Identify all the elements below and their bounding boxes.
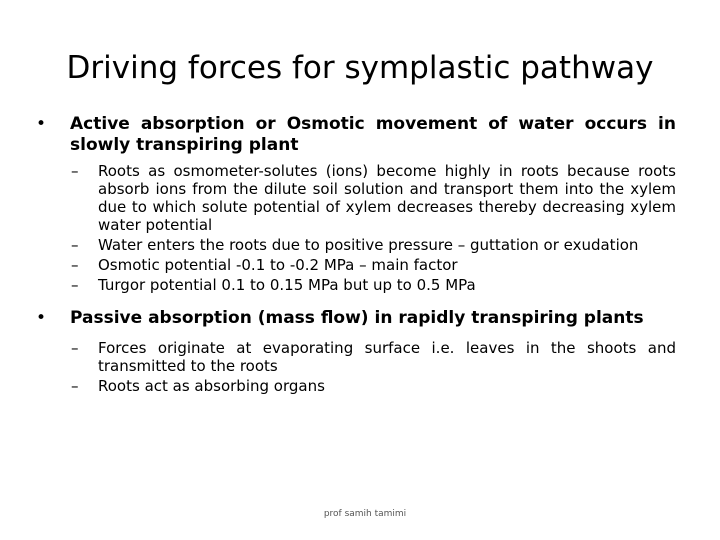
bullet-group-passive-absorption [36, 308, 676, 395]
bullet-text: Passive absorption (mass flow) in rapidly transpiring plants [70, 308, 644, 328]
sub-bullet-osmotic-potential [36, 256, 676, 274]
sub-bullet-text: Roots act as absorbing organs [98, 377, 325, 395]
sub-bullet-turgor-potential [36, 276, 676, 294]
sub-bullet-text: Water enters the roots due to positive pressure – guttation or exudation [98, 236, 639, 254]
sub-bullet-text: Forces originate at evaporating surface i.e. leaves in the shoots and transmitted to the roots [98, 339, 676, 375]
sub-bullet-text: Roots as osmometer-solutes (ions) become highly in roots because roots absorb ions from the dilute soil solution and transport them into the xylem due to which solute potential of xylem decreases thereby decreasing xylem water potential [98, 162, 676, 234]
bullet-group-active-absorption [36, 114, 676, 294]
slide-footer: prof samih tamimi [323, 509, 407, 519]
slide-content [36, 114, 676, 397]
bullet-icon: • [36, 114, 47, 134]
bullet-text: Active absorption or Osmotic movement of water occurs in slowly transpiring plant [70, 114, 676, 155]
sub-bullet-list [36, 339, 676, 395]
dash-icon: – [71, 377, 79, 395]
bullet-passive-absorption [36, 308, 676, 329]
dash-icon: – [71, 236, 79, 254]
sub-bullet-text: Turgor potential 0.1 to 0.15 MPa but up to 0.5 MPa [98, 276, 476, 294]
sub-bullet-roots-osmometer [36, 162, 676, 234]
dash-icon: – [71, 256, 79, 274]
sub-bullet-water-enters [36, 236, 676, 254]
sub-bullet-text: Osmotic potential -0.1 to -0.2 MPa – main factor [98, 256, 458, 274]
dash-icon: – [71, 162, 79, 180]
bullet-active-absorption [36, 114, 676, 156]
dash-icon: – [71, 276, 79, 294]
sub-bullet-forces-originate [36, 339, 676, 375]
bullet-icon: • [36, 308, 47, 328]
sub-bullet-list [36, 162, 676, 294]
slide-title: Driving forces for symplastic pathway [66, 50, 654, 86]
dash-icon: – [71, 339, 79, 357]
sub-bullet-roots-act [36, 377, 676, 395]
